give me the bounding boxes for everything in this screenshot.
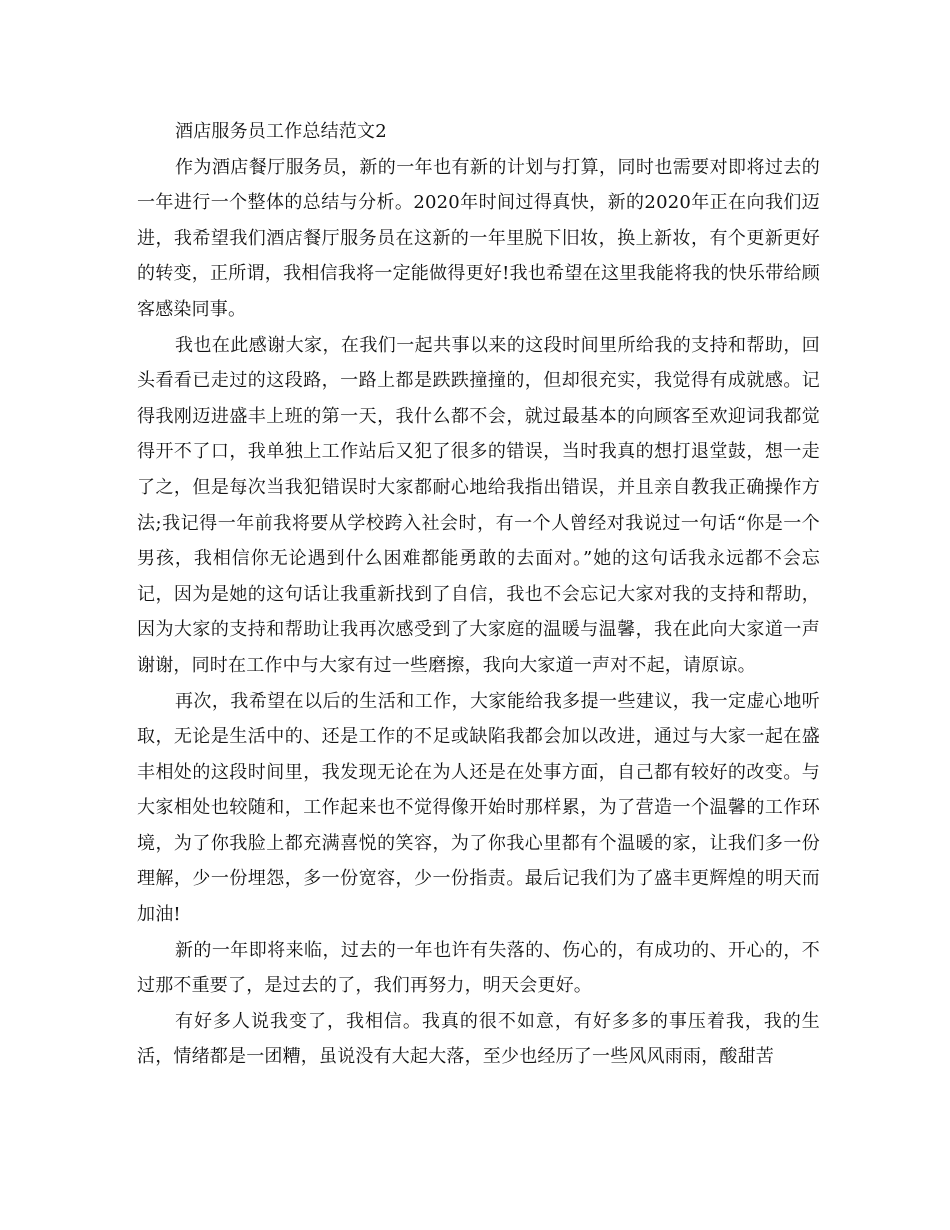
paragraph-plan: 作为酒店餐厅服务员，新的一年也有新的计划与打算，同时也需要对即将过去的一年进行一个整体的总结与分析。2020年时间过得真快，新的2020年正在向我们迈进，我希望我们酒店餐厅服务员在这新的一年里脱下旧妆，换上新妆，有个更新更好的转变，正所谓，我相信我将一定能做得更好!我也希望在这里我能将我的快乐带给顾客感染同事。 — [137, 156, 820, 320]
paragraph-hopes: 再次，我希望在以后的生活和工作，大家能给我多提一些建议，我一定虚心地听取，无论是生活中的、还是工作的不足或缺陷我都会加以改进，通过与大家一起在盛丰相处的这段时间里，我发现无论在为人还是在处事方面，自己都有较好的改变。与大家相处也较随和，工作起来也不觉得像开始时那样累，为了营造一个温馨的工作环境，为了你我脸上都充满喜悦的笑容，为了你我心里都有个温暖的家，让我们多一份理解，少一份埋怨，多一份宽容，少一份指责。最后记我们为了盛丰更辉煌的明天而加油! — [137, 690, 820, 926]
paragraph-changes: 有好多人说我变了，我相信。我真的很不如意，有好多多的事压着我，我的生活，情绪都是一团糟，虽说没有大起大落，至少也经历了一些风风雨雨，酸甜苦 — [137, 1010, 820, 1068]
paragraph-thanks: 我也在此感谢大家，在我们一起共事以来的这段时间里所给我的支持和帮助，回头看看已走过的这段路，一路上都是跌跌撞撞的，但却很充实，我觉得有成就感。记得我刚迈进盛丰上班的第一天，我什么都不会，就过最基本的向顾客至欢迎词我都觉得开不了口，我单独上工作站后又犯了很多的错误，当时我真的想打退堂鼓，想一走了之，但是每次当我犯错误时大家都耐心地给我指出错误，并且亲自教我正确操作方法;我记得一年前我将要从学校跨入社会时，有一个人曾经对我说过一句话“你是一个男孩，我相信你无论遇到什么困难都能勇敢的去面对。”她的这句话我永远都不会忘记，因为是她的这句话让我重新找到了自信，我也不会忘记大家对我的支持和帮助，因为大家的支持和帮助让我再次感受到了大家庭的温暖与温馨，我在此向大家道一声谢谢，同时在工作中与大家有过一些磨擦，我向大家道一声对不起，请原谅。 — [137, 334, 820, 676]
document-body — [137, 114, 820, 1075]
paragraph-new-year: 新的一年即将来临，过去的一年也许有失落的、伤心的，有成功的、开心的，不过那不重要了，是过去的了，我们再努力，明天会更好。 — [137, 939, 820, 997]
document-title: 酒店服务员工作总结范文2 — [175, 121, 387, 142]
